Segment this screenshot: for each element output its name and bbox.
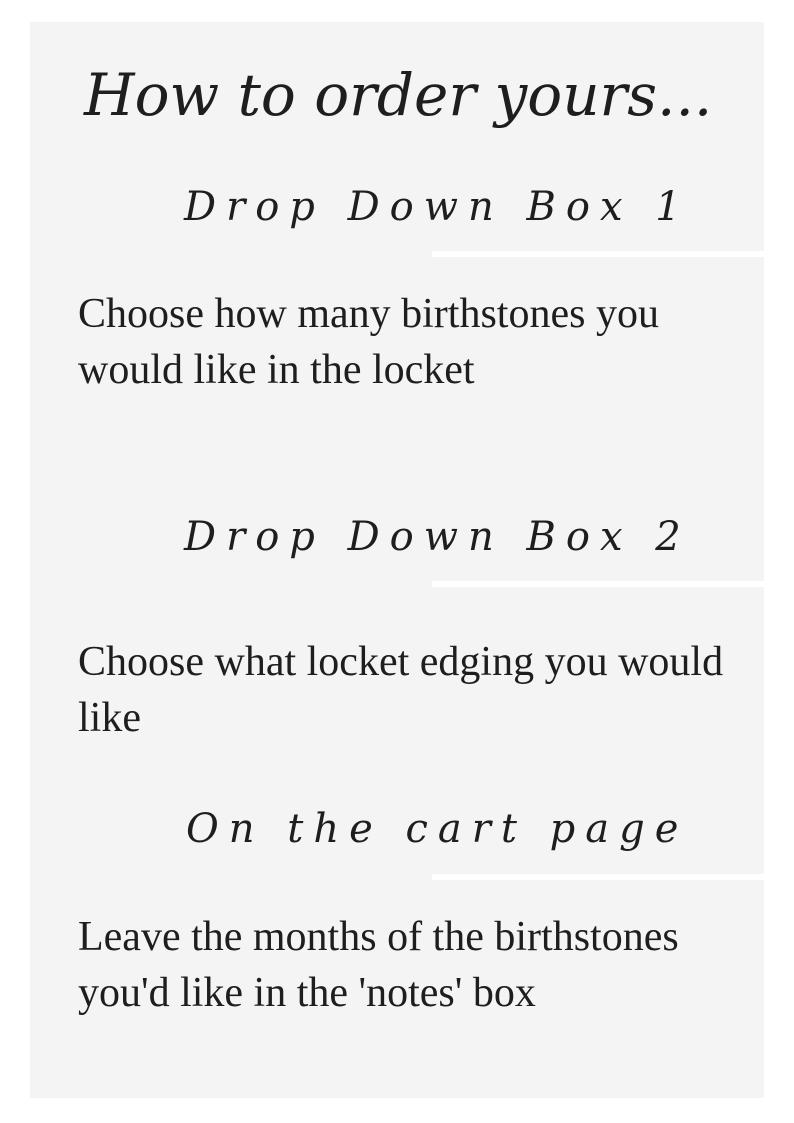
- section-text-notes-box: Leave the months of the birthstones you'd like in the 'notes' box: [78, 914, 679, 1016]
- section-divider: [432, 251, 764, 257]
- page-title: How to order yours...: [84, 61, 713, 129]
- section-heading-drop-down-box-2: Drop Down Box 2: [184, 514, 691, 560]
- section-divider: [432, 581, 764, 587]
- instructions-card: [30, 22, 764, 1098]
- section-divider: [432, 874, 764, 880]
- section-text-birthstone-count: Choose how many birthstones you would like in the locket: [78, 291, 659, 393]
- section-heading-drop-down-box-1: Drop Down Box 1: [184, 184, 691, 230]
- section-text-locket-edging: Choose what locket edging you would like: [78, 639, 724, 741]
- section-heading-cart-page: On the cart page: [186, 806, 689, 852]
